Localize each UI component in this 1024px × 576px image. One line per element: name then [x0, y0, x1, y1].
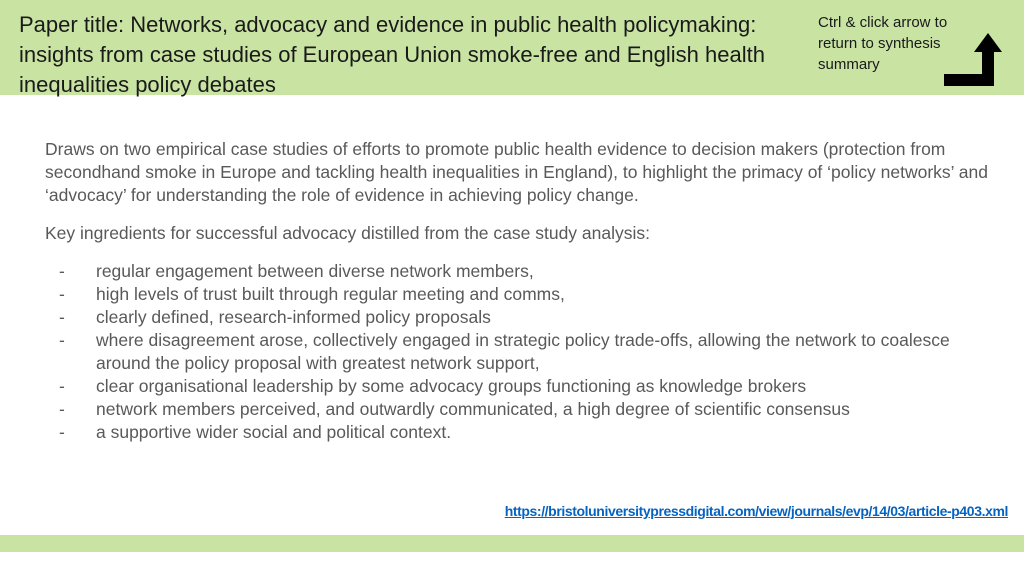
list-item-text: clear organisational leadership by some advocacy groups functioning as knowledge brokers [96, 376, 807, 396]
list-item-text: clearly defined, research-informed policy proposals [96, 307, 491, 327]
footer-band [0, 535, 1024, 552]
list-item-text: network members perceived, and outwardly communicated, a high degree of scientific consensus [96, 399, 850, 419]
list-item [45, 329, 990, 375]
summary-body [45, 138, 990, 444]
paper-title: Paper title: Networks, advocacy and evidence in public health policymaking: insights from case studies of European Union smoke-free and English health inequalities policy debates [19, 12, 765, 97]
list-item [45, 398, 990, 421]
bullet-marker: - [59, 422, 65, 442]
return-arrow-icon[interactable] [944, 30, 1010, 92]
header-band [0, 0, 1024, 95]
bullet-marker: - [59, 330, 65, 350]
list-item [45, 260, 990, 283]
list-item [45, 306, 990, 329]
bullet-marker: - [59, 284, 65, 304]
bullet-marker: - [59, 261, 65, 281]
list-item [45, 375, 990, 398]
list-item-text: regular engagement between diverse network members, [96, 261, 534, 281]
list-item-text: a supportive wider social and political context. [96, 422, 452, 442]
list-item [45, 421, 990, 444]
list-item [45, 283, 990, 306]
article-link[interactable]: https://bristoluniversitypressdigital.com/view/journals/evp/14/03/article-p403.xml [504, 503, 1008, 519]
intro-paragraph: Draws on two empirical case studies of efforts to promote public health evidence to decision makers (protection from secondhand smoke in Europe and tackling health inequalities in England), to highlight the primacy of ‘policy networks’ and ‘advocacy’ for understanding the role of evidence in achieving policy change. [45, 139, 988, 205]
bullet-marker: - [59, 376, 65, 396]
key-ingredients-heading: Key ingredients for successful advocacy distilled from the case study analysis: [45, 223, 651, 243]
navigation-hint: Ctrl & click arrow to return to synthesis summary [818, 14, 948, 73]
ingredients-list [45, 260, 990, 444]
bullet-marker: - [59, 399, 65, 419]
list-item-text: high levels of trust built through regular meeting and comms, [96, 284, 565, 304]
list-item-text: where disagreement arose, collectively engaged in strategic policy trade-offs, allowing the network to coalesce around the policy proposal with greatest network support, [96, 330, 950, 373]
bullet-marker: - [59, 307, 65, 327]
